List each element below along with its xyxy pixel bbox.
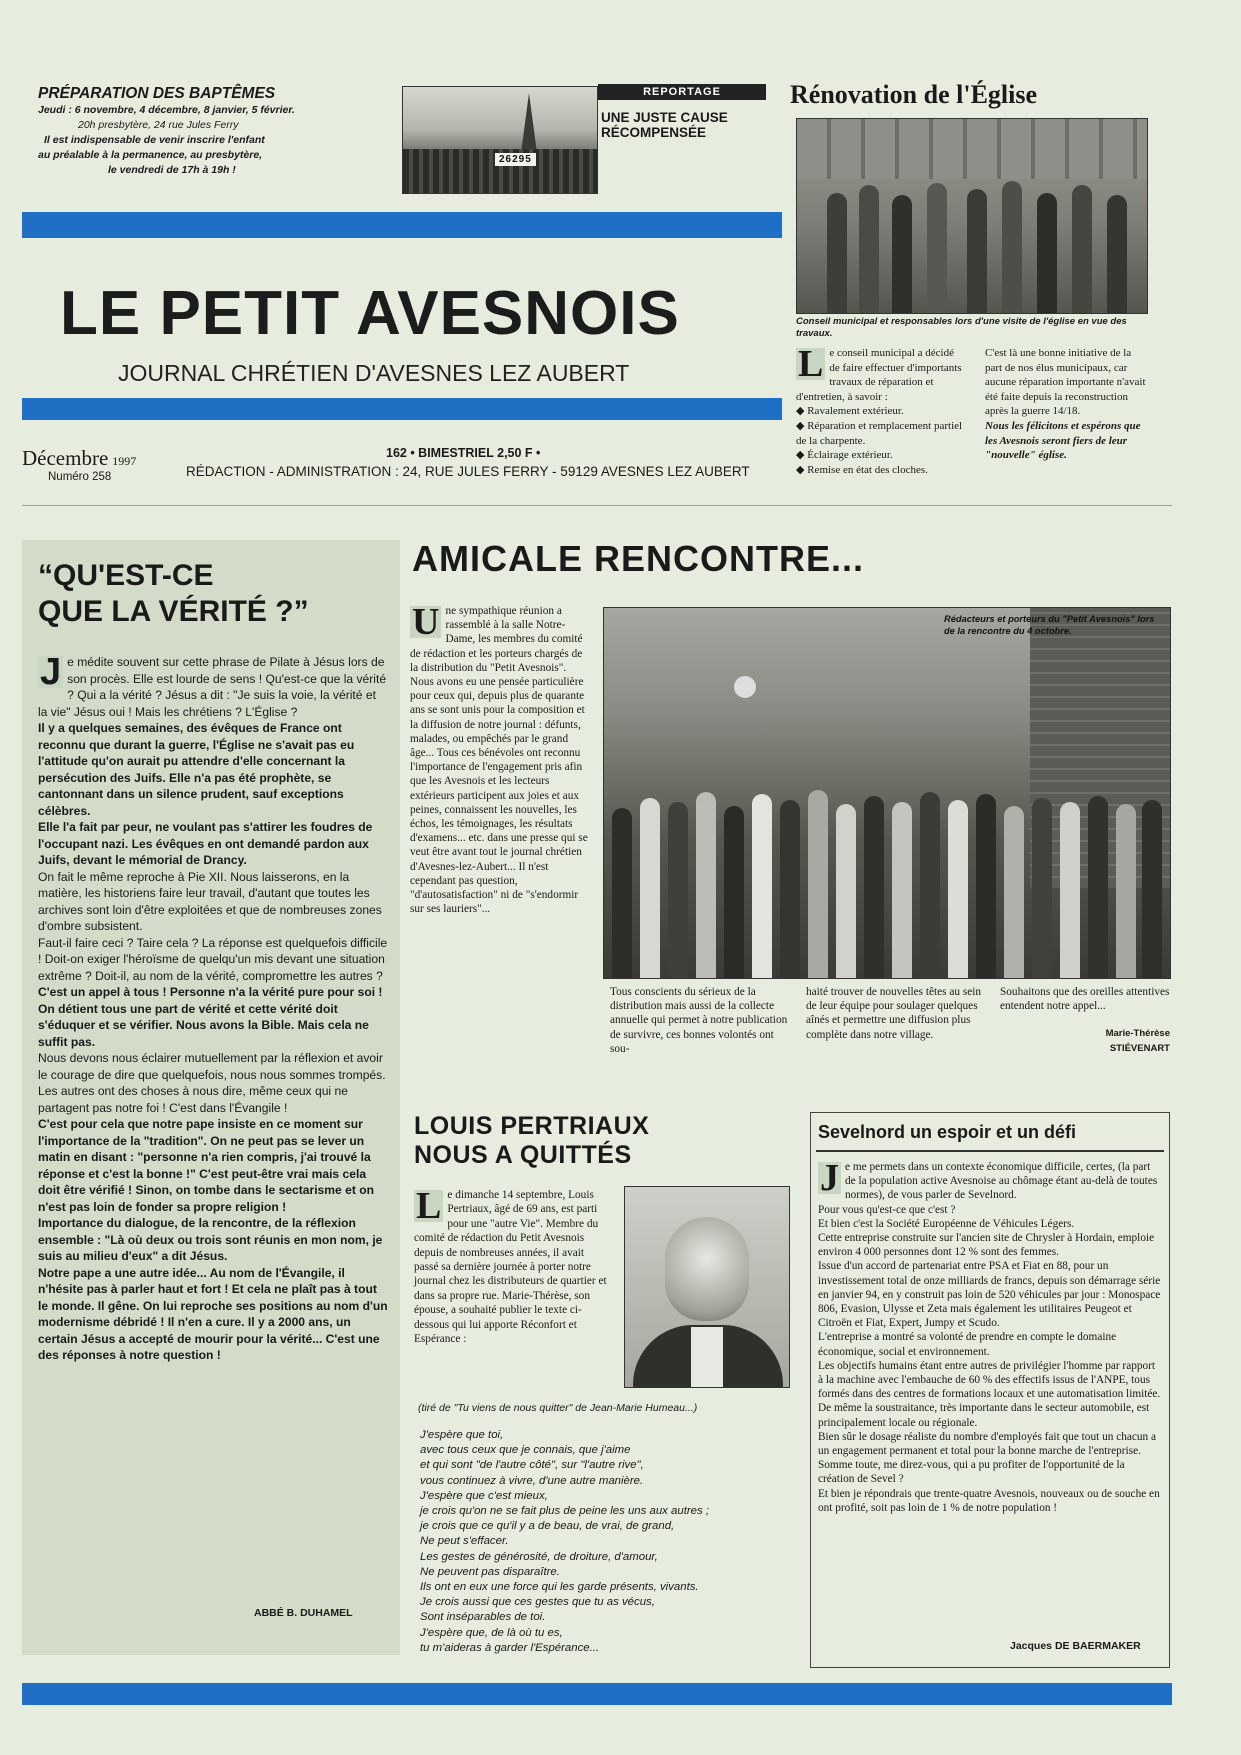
baptemes-title: PRÉPARATION DES BAPTÊMES — [38, 85, 276, 102]
verite-title-line: QUE LA VÉRITÉ ?” — [38, 595, 309, 628]
blue-bar-footer — [22, 1683, 1172, 1705]
blue-bar-bottom — [22, 398, 782, 420]
portrait-head — [665, 1217, 749, 1321]
verite-para: Notre pape a une autre idée... Au nom de l'Évangile, il n'hésite pas à parler haut et fort ! Et cela ne plaît pas à tout le monde. Il gêne. On lui reproche ses positions au nom d'un modernisme débridé ! Il n'en a cure. Il y a 2000 ans, un certain Jésus a accepté de mourir pour la vérité... C'est une des réponses à notre question ! — [38, 1265, 388, 1362]
louis-body — [414, 1185, 610, 1346]
poem-line: vous continuez à vivre, d'une autre manière. — [420, 1474, 644, 1487]
poem-line: J'espère que toi, — [420, 1429, 504, 1441]
poem-line: je crois qu'on ne se fait plus de peine les uns aux autres ; — [420, 1505, 710, 1518]
renovation-caption: Conseil municipal et responsables lors d'une visite de l'église en vue des travaux. — [796, 316, 1127, 339]
verite-title — [38, 558, 309, 630]
verite-title-line: “QU'EST-CE — [38, 559, 214, 592]
reportage-title: UNE JUSTE CAUSE — [601, 110, 728, 125]
verite-signature: ABBÉ B. DUHAMEL — [254, 1607, 353, 1619]
group-silhouettes — [797, 163, 1147, 313]
amicale-photo — [603, 607, 1171, 979]
date-year: 1997 — [112, 454, 137, 468]
reportage-title: RÉCOMPENSÉE — [601, 125, 707, 140]
sevelnord-para: Cette entreprise construite sur l'ancien site de Chrysler à Hordain, emploie environ 4 000 personnes dont 12 % sont des femmes. — [818, 1232, 1155, 1259]
amicale-text: Tous conscients du sérieux de la distribution mais aussi de la collecte annuelle qui permet à notre publication de survivre, ces bonnes volontés ont sou- — [610, 986, 788, 1055]
louis-title-line: LOUIS PERTRIAUX — [414, 1112, 650, 1140]
poem-line: Ils ont en eux une force qui les garde présents, vivants. — [420, 1581, 699, 1594]
renovation-item: ◆ Réparation et remplacement partiel de la charpente. — [796, 419, 963, 447]
section-divider — [22, 505, 1172, 506]
louis-title-line: NOUS A QUITTÉS — [414, 1141, 632, 1169]
drop-cap: J — [820, 1157, 839, 1199]
reportage-box — [598, 84, 766, 140]
numero: Numéro 258 — [48, 471, 112, 483]
poem-line: je crois que ce qu'il y a de beau, de vrai, de grand, — [420, 1520, 675, 1533]
amicale-text: haité trouver de nouvelles têtes au sein de leur équipe pour soulager quelques aînés et permettre une diffusion plus complète dans notre village. — [806, 986, 982, 1041]
verite-para: C'est un appel à tous ! Personne n'a la vérité pure pour soi ! On détient tous une part de vérité et cette vérité doit s'éduquer et se vérifier. Nous avons la Bible. Mais cela ne suffit pas. — [38, 985, 383, 1049]
verite-para: Nous devons nous éclairer mutuellement par la réflexion et avoir le courage de dire que quelquefois, nous nous sommes trompés. Les autres ont des choses à nous dire, même ceux qui ne partagent pas notre foi ! C'est dans l'Évangile ! — [38, 1051, 386, 1115]
baptemes-line: Il est indispensable de venir inscrire l'enfant — [44, 134, 265, 146]
drop-cap: U — [412, 601, 440, 643]
address: RÉDACTION - ADMINISTRATION : 24, RUE JULES FERRY - 59129 AVESNES LEZ AUBERT — [186, 464, 750, 479]
baptemes-line: Jeudi : 6 novembre, 4 décembre, 8 janvier, 5 février. — [38, 104, 295, 116]
date-month: Décembre — [22, 446, 109, 470]
blue-bar-top — [22, 212, 782, 238]
sevelnord-body — [818, 1157, 1162, 1515]
amicale-title: AMICALE RENCONTRE... — [412, 538, 864, 579]
masthead-subtitle: JOURNAL CHRÉTIEN D'AVESNES LEZ AUBERT — [118, 360, 630, 386]
poem-line: Les gestes de générosité, de droiture, d'amour, — [420, 1550, 658, 1563]
sevelnord-para: Les objectifs humains étant entre autres de privilégier l'homme par rapport à la machine avec l'embauche de 60 % des effectifs issus de l'ANPE, tous formés dans des centres de formations locaux et une automatisation limitée. De même la soustraitance, très importante dans le secteur automobile, est principalement locale ou régionale. — [818, 1359, 1161, 1429]
amicale-bottom-col-3 — [1000, 985, 1170, 1056]
satellite-dish — [734, 676, 756, 698]
issue-info: 162 • BIMESTRIEL 2,50 F • — [386, 446, 541, 460]
louis-title — [414, 1112, 649, 1170]
poem-line: J'espère que, de là où tu es, — [420, 1626, 563, 1639]
baptemes-box — [38, 86, 368, 196]
sevelnord-para: Et bien je répondrais que trente-quatre Avesnois, nouveaux ou de souche en ont profité, soit pas loin de 1 % de notre population ! — [818, 1487, 1160, 1514]
poem-line: Ne peuvent pas disparaître. — [420, 1565, 560, 1578]
sevelnord-para: e me permets dans un contexte économique difficile, certes, (la part de la population active Avesnoise au chômage étant au-delà de toutes normes), de vous parler de Sevelnord. — [845, 1161, 1158, 1202]
louis-poem — [420, 1428, 800, 1656]
poem-line: Ne peut s'effacer. — [420, 1535, 509, 1548]
poem-line: Je crois aussi que ces gestes que tu as vécus, — [420, 1596, 655, 1609]
drop-cap: J — [40, 651, 62, 693]
eiffel-tower-icon — [521, 93, 537, 153]
sevelnord-signature: Jacques DE BAERMAKER — [1010, 1640, 1141, 1652]
sevelnord-para: Bien sûr le dosage réaliste du nombre d'employés fait que tout un chacun a un engagement permanent et total pour la bonne marche de l'entreprise. — [818, 1430, 1157, 1458]
sevelnord-para: Et bien c'est la Société Européenne de Véhicules Légers. — [818, 1217, 1075, 1230]
renovation-col-1 — [796, 343, 966, 477]
poem-line: J'espère que c'est mieux, — [420, 1489, 548, 1502]
renovation-intro: e conseil municipal a décidé de faire effectuer d'importants travaux de réparation et d'entretien, à savoir : — [796, 347, 962, 403]
drop-cap: L — [416, 1185, 442, 1227]
renovation-text-italic: Nous les félicitons et espérons que les Avesnois seront fiers de leur "nouvelle" église. — [985, 419, 1141, 462]
renovation-item: ◆ Remise en état des cloches. — [796, 463, 928, 476]
verite-para: Elle l'a fait par peur, ne voulant pas s'attirer les foudres de l'occupant nazi. Les évêques en ont demandé pardon aux Juifs, devant le mémorial de Drancy. — [38, 820, 373, 867]
baptemes-photo — [402, 86, 598, 194]
masthead-title: LE PETIT AVESNOIS — [60, 279, 680, 348]
renovation-item: ◆ Éclairage extérieur. — [796, 449, 893, 462]
date-block — [22, 446, 142, 483]
baptemes-line: le vendredi de 17h à 19h ! — [108, 164, 236, 176]
louis-text: e dimanche 14 septembre, Louis Pertriaux, âgé de 69 ans, est parti pour une "autre Vie". Membre du comité de rédaction du Petit Avesnois depuis de nombreuses années, il avait passé sa dernière journée à porter notre journal chez les distributeurs de quartier et dans sa propre rue. Marie-Thérèse, son épouse, a souhaité publier le texte ci-dessous qui lui apporte Réconfort et Espérance : — [414, 1189, 607, 1346]
amicale-signature: Marie-Thérèse — [1105, 1028, 1170, 1040]
reportage-tag: REPORTAGE — [598, 84, 766, 100]
amicale-bottom-col-2 — [806, 985, 984, 1042]
renovation-title: Rénovation de l'Église — [790, 80, 1038, 109]
amicale-caption: Rédacteurs et porteurs du "Petit Avesnois" lors de la rencontre du 4 octobre. — [944, 614, 1155, 636]
verite-para: Importance du dialogue, de la rencontre, de la réflexion ensemble : "Là où deux ou trois sont réunis en mon nom, je suis au milieu d'eux" a dit Jésus. — [38, 1216, 383, 1263]
amicale-bottom-col-1 — [610, 985, 790, 1056]
verite-body — [38, 651, 388, 1364]
drop-cap: L — [798, 343, 824, 385]
renovation-item: ◆ Ravalement extérieur. — [796, 405, 904, 418]
poem-line: et qui sont "de l'autre côté", sur "l'autre rive", — [420, 1459, 644, 1472]
poem-line: Sont inséparables de toi. — [420, 1611, 546, 1624]
verite-para: Faut-il faire ceci ? Taire cela ? La réponse est quelquefois difficile ! Doit-on exiger l'héroïsme de quelqu'un mis devant une situation extrême ? Doit-il, au nom de la vérité, compromettre les autres ? — [38, 935, 388, 983]
sevelnord-para: L'entreprise a montré sa volonté de prendre en compte le domaine économique, social et environnement. — [818, 1331, 1117, 1358]
amicale-text: Souhaitons que des oreilles attentives entendent notre appel... — [1000, 986, 1170, 1013]
poem-line: avec tous ceux que je connais, que j'aime — [420, 1444, 631, 1457]
number-plate: 26295 — [495, 153, 536, 166]
sevelnord-para: Pour vous qu'est-ce que c'est ? — [818, 1203, 956, 1216]
group-silhouettes — [604, 738, 1170, 978]
louis-portrait — [624, 1186, 790, 1388]
sevelnord-rule — [816, 1150, 1164, 1152]
verite-para: Il y a quelques semaines, des évêques de France ont reconnu que durant la guerre, l'Église ne s'avait pas eu l'attitude qu'on aurait pu attendre d'elle concernant la persécution des Juifs. Elle n'a pas été prophète, se cantonnant dans un silence prudent, sauf exceptions célèbres. — [38, 721, 355, 818]
renovation-photo — [796, 118, 1148, 314]
amicale-text: ne sympathique réunion a rassemblé à la salle Notre-Dame, les membres du comité de rédaction et les porteurs chargés de la distribution du "Petit Avesnois". Nous avons eu une pensée particulière pour ceux qui, depuis plus de quarante ans se sont unis pour la composition et la diffusion de notre journal : défunts, malades, ou empêchés par le grand âge... Tous ces bénévoles ont reconnu l'importance de l'engagement pris afin que les Avesnois et les lecteurs extérieurs participent aux joies et aux peines, connaissent les nouvelles, les échos, les témoignages, les résultats d'examens... etc. dans une presse qui se veut être avant tout le journal chrétien d'Avesnes-lez-Aubert... Il n'est cependant pas question, "d'autosatisfaction" ni de "s'endormir sur ses lauriers"... — [410, 605, 588, 916]
verite-para: On fait le même reproche à Pie XII. Nous laisserons, en la matière, les historiens faire leur travail, d'autant que toutes les archives sont loin d'être exploitées et que de nombreuses zones d'ombre subsistent. — [38, 869, 382, 933]
verite-para: e médite souvent sur cette phrase de Pilate à Jésus lors de son procès. Elle est lourde de sens ! Qu'est-ce que la vérité ? Qui a la vérité ? Jésus a dit : "Je suis la voie, la vérité et la vie" Jésus oui ! Mais les chrétiens ? L'Église ? — [38, 655, 387, 719]
portrait-shirt — [691, 1327, 723, 1388]
amicale-signature: STIÉVENART — [1109, 1042, 1170, 1054]
amicale-body — [410, 601, 590, 916]
renovation-col-2 — [985, 346, 1149, 463]
sevelnord-title: Sevelnord un espoir et un défi — [818, 1122, 1077, 1142]
renovation-text: C'est là une bonne initiative de la part de nos élus municipaux, car aucune réparation importante n'avait été faite depuis la reconstruction après la guerre 14/18. — [985, 347, 1146, 418]
sevelnord-para: Issue d'un accord de partenariat entre PSA et Fiat en 88, pour un investissement total de onze milliards de francs, depuis son démarrage série en janvier 94, en y construit pas loin de 520 véhicules par jour : Monospace 806, Evasion, Ulysse et Zeta mais également les utilitaires Peugeot et Citroën et Fiat, Expert, Jumpy et Scudo. — [818, 1260, 1161, 1330]
verite-para: C'est pour cela que notre pape insiste en ce moment sur l'importance de la "tradition". On ne peut pas se lever un matin en disant : "personne n'a rien compris, j'ai trouvé la réponse et c'est la bonne !" C'est peut-être vrai mais cela doit être vérifié ! Sinon, on tombe dans le sectarisme et on n'est pas loin de fonder sa propre religion ! — [38, 1117, 375, 1214]
poem-line: tu m'aideras à garder l'Espérance... — [420, 1641, 600, 1654]
louis-source: (tiré de "Tu viens de nous quitter" de Jean-Marie Humeau...) — [418, 1402, 698, 1414]
baptemes-line: au préalable à la permanence, au presbytère, — [38, 149, 263, 161]
sevelnord-para: Somme toute, me direz-vous, qui a pu profiter de l'opportunité de la création de Sevel ? — [818, 1459, 1125, 1486]
baptemes-line: 20h presbytère, 24 rue Jules Ferry — [78, 119, 239, 131]
